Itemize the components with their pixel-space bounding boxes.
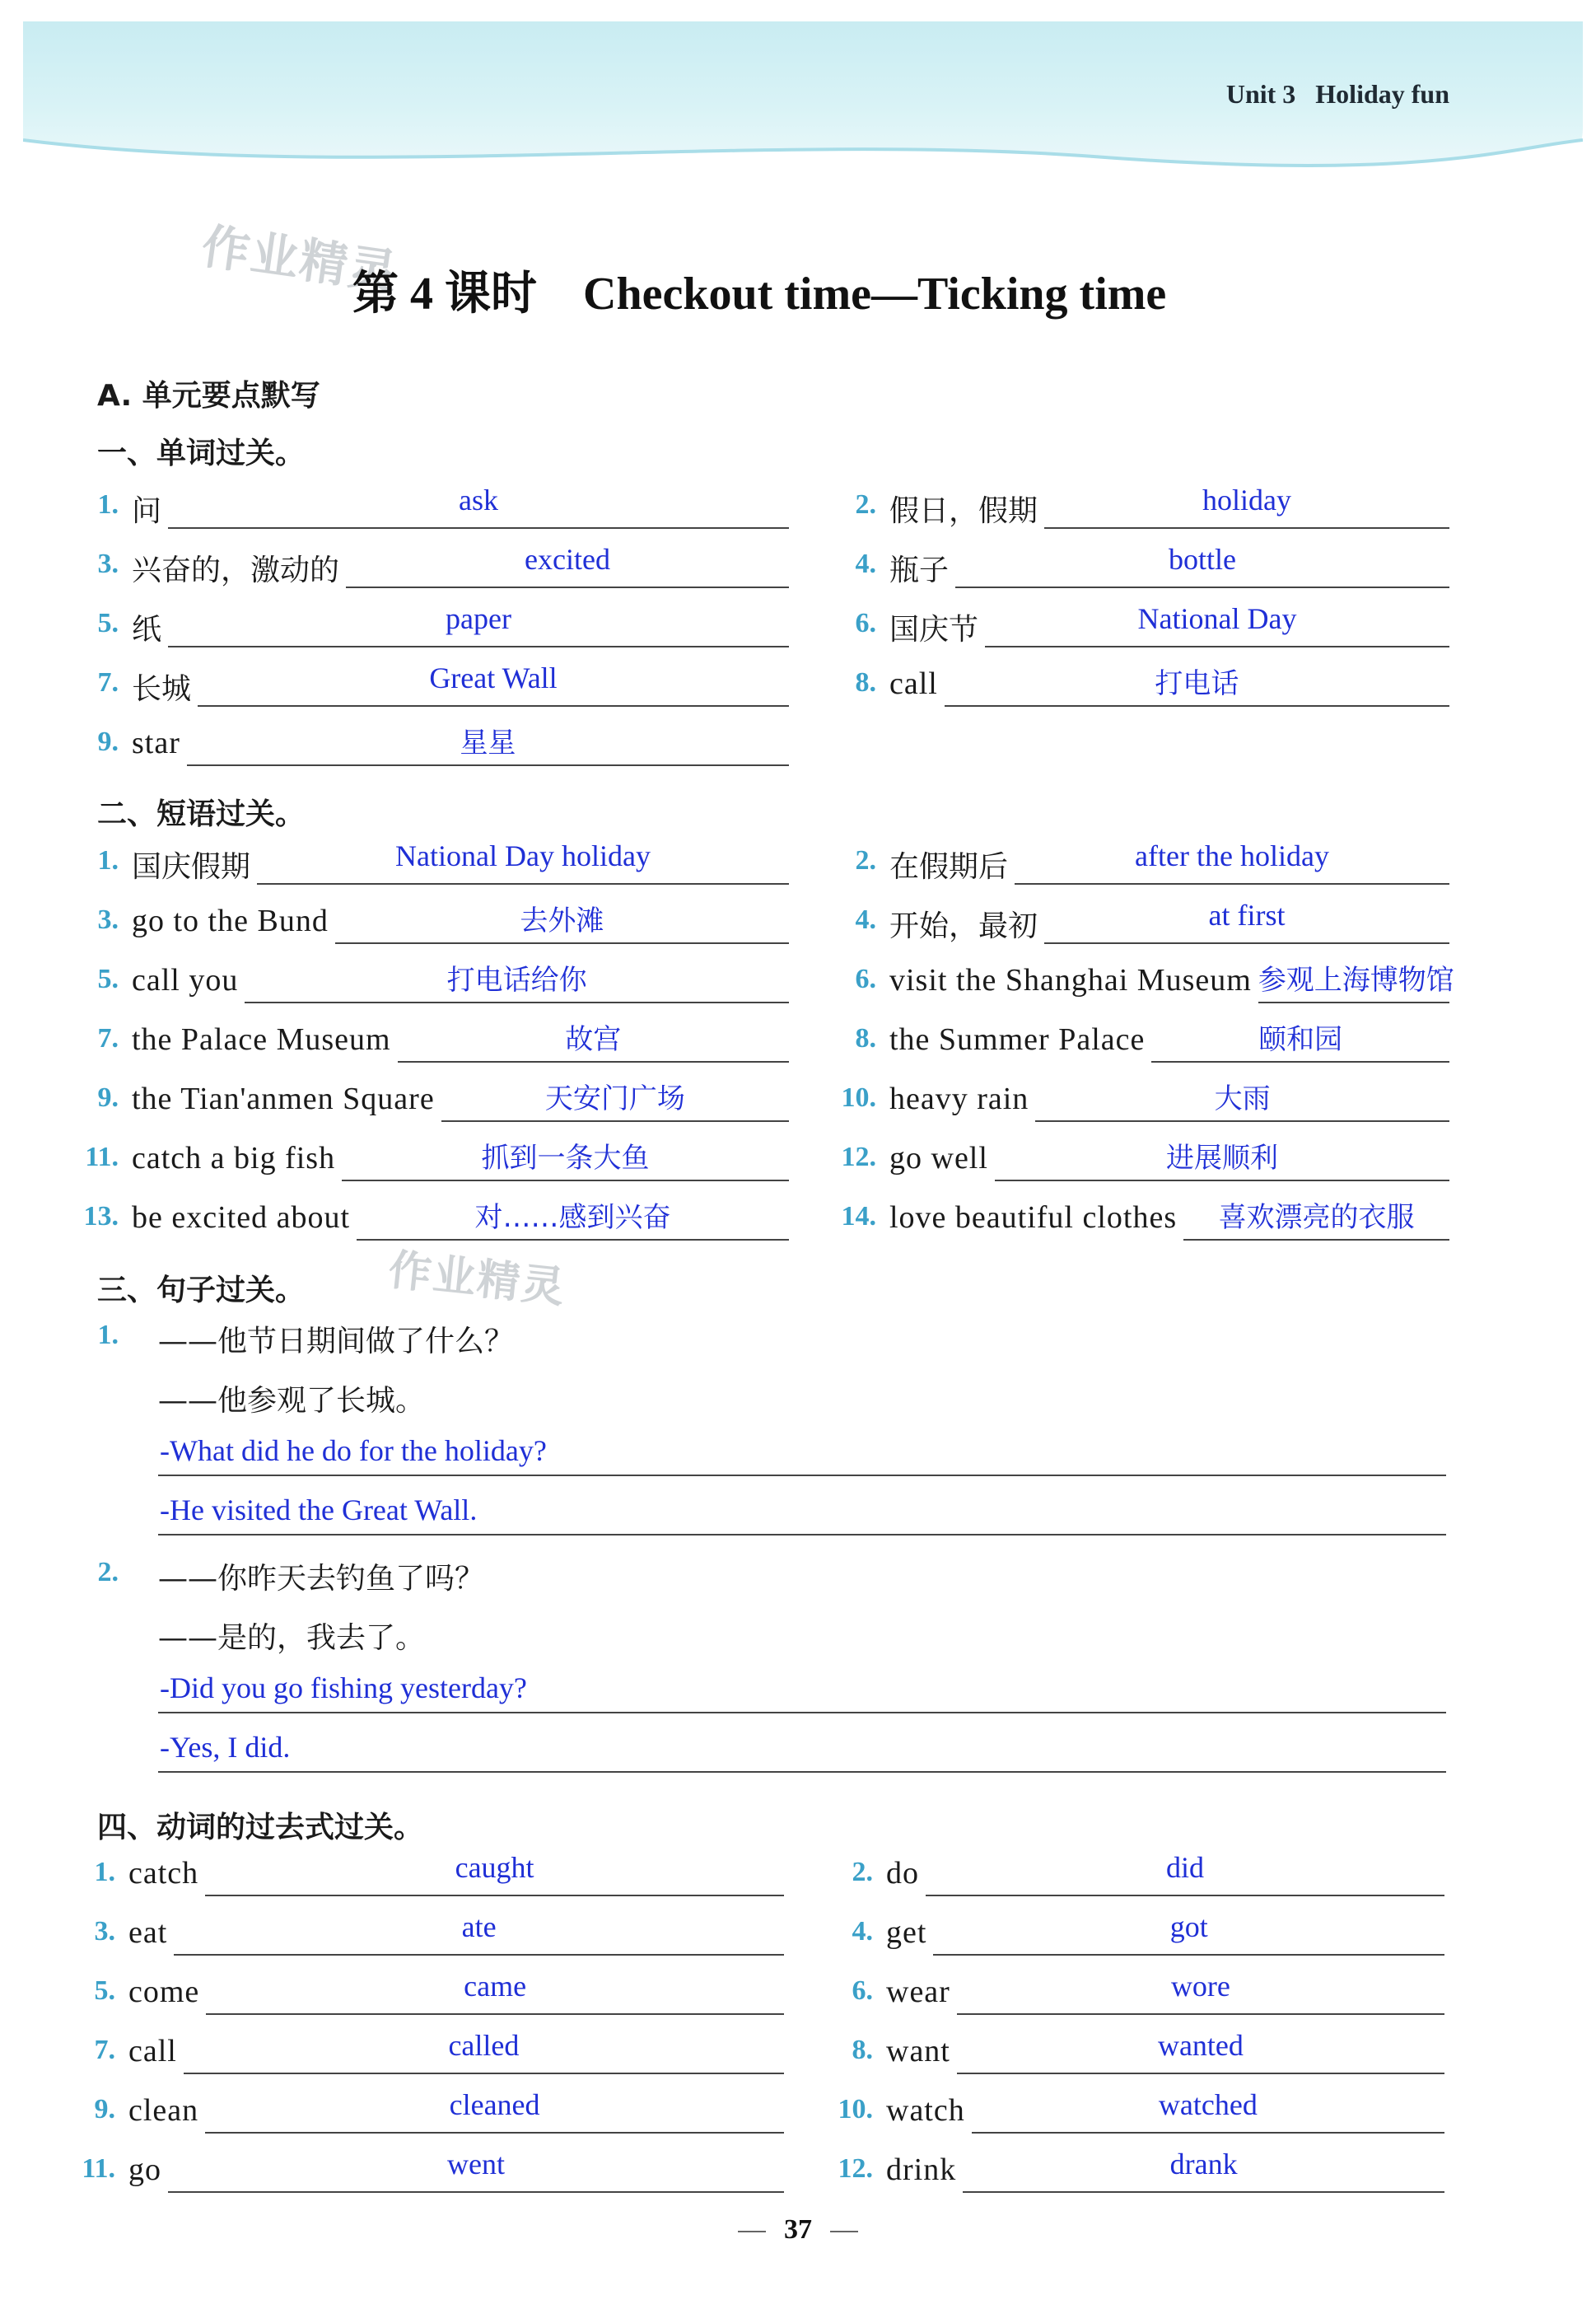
- item-prompt: 假日，假期: [889, 494, 1038, 528]
- item-number: 7.: [97, 1023, 119, 1054]
- answer-line[interactable]: [205, 2132, 784, 2134]
- item-prompt: go: [128, 2152, 161, 2187]
- answer-line[interactable]: [1183, 1239, 1449, 1241]
- part1-item: [69, 603, 810, 652]
- answer-text[interactable]: 进展顺利: [1165, 1142, 1278, 1175]
- item-number: 6.: [855, 964, 876, 994]
- answer-line[interactable]: [1015, 883, 1449, 885]
- item-prompt: the Palace Museum: [132, 1022, 391, 1057]
- answer-text[interactable]: did: [1165, 1851, 1204, 1884]
- part1-item: [69, 722, 810, 771]
- item-prompt: the Summer Palace: [889, 1022, 1146, 1057]
- dialog-question: ——你昨天去钓鱼了吗？: [158, 1562, 485, 1596]
- answer-line[interactable]: [257, 883, 789, 885]
- part4-item: [66, 2089, 807, 2138]
- answer-text[interactable]: cleaned: [449, 2088, 540, 2121]
- answer-text[interactable]: National Day: [1137, 602, 1297, 635]
- watermark: 作业精灵: [198, 217, 402, 301]
- part2-item: [827, 959, 1568, 1008]
- item-number: 11.: [85, 1142, 119, 1172]
- item-prompt: heavy rain: [889, 1082, 1029, 1116]
- item-prompt: call: [128, 2034, 177, 2068]
- item-number: 2.: [855, 489, 876, 520]
- dialog-answer: ——是的，我去了。: [158, 1621, 426, 1655]
- part1-item: [827, 484, 1568, 534]
- answer-line[interactable]: [206, 2013, 784, 2015]
- answer-text[interactable]: went: [447, 2148, 505, 2180]
- lesson-title: 第 4 课时 Checkout time—Ticking time: [352, 269, 1167, 320]
- answer-text[interactable]: 打电话: [1155, 667, 1239, 700]
- part2-item: [69, 840, 810, 890]
- answer-line[interactable]: [985, 646, 1449, 647]
- part4-item: [824, 2148, 1565, 2198]
- answer-text[interactable]: -Did you go fishing yesterday?: [160, 1671, 527, 1704]
- answer-text[interactable]: excited: [525, 543, 610, 576]
- item-prompt: 纸: [132, 613, 162, 647]
- watermark: 作业精灵: [385, 1245, 568, 1314]
- answer-text[interactable]: got: [1169, 1910, 1208, 1943]
- section-a-heading: A. 单元要点默写: [97, 379, 320, 413]
- answer-line[interactable]: [168, 646, 789, 647]
- answer-line[interactable]: [398, 1061, 789, 1063]
- answer-line[interactable]: [158, 1712, 1446, 1713]
- item-number: 5.: [97, 964, 119, 994]
- answer-text[interactable]: ask: [459, 484, 498, 516]
- answer-line[interactable]: [174, 1954, 784, 1956]
- answer-text[interactable]: at first: [1208, 899, 1286, 932]
- part2-item: [69, 1137, 810, 1186]
- item-prompt: go to the Bund: [132, 904, 329, 938]
- part4-item: [66, 2030, 807, 2079]
- part4-item: [824, 1911, 1565, 1961]
- item-prompt: do: [886, 1856, 919, 1891]
- item-number: 8.: [855, 667, 876, 698]
- answer-text[interactable]: 喜欢漂亮的衣服: [1218, 1201, 1415, 1234]
- item-number: 4.: [852, 1916, 873, 1947]
- answer-line[interactable]: [205, 1895, 784, 1896]
- answer-text[interactable]: ate: [461, 1910, 497, 1943]
- part2-heading: 二、短语过关。: [97, 797, 306, 831]
- item-number: 2.: [97, 1557, 119, 1587]
- answer-text[interactable]: paper: [446, 602, 511, 635]
- item-number: 3.: [97, 549, 119, 579]
- part2-item: [69, 1077, 810, 1127]
- answer-text[interactable]: wore: [1170, 1970, 1230, 2003]
- answer-text[interactable]: Great Wall: [429, 661, 558, 694]
- item-number: 7.: [94, 2035, 115, 2065]
- part4-item: [824, 2030, 1565, 2079]
- answer-line[interactable]: [158, 1475, 1446, 1476]
- answer-line[interactable]: [933, 1954, 1444, 1956]
- part4-item: [824, 1852, 1565, 1901]
- item-number: 6.: [855, 608, 876, 638]
- item-number: 1.: [97, 1320, 119, 1350]
- answer-line[interactable]: [972, 2132, 1444, 2134]
- item-prompt: go well: [889, 1141, 988, 1176]
- item-prompt: catch: [128, 1856, 199, 1891]
- answer-text[interactable]: -What did he do for the holiday?: [160, 1434, 547, 1467]
- answer-line[interactable]: [158, 1771, 1446, 1773]
- answer-text[interactable]: 参观上海博物馆: [1258, 964, 1454, 997]
- part4-item: [66, 2148, 807, 2198]
- part4-item: [66, 1911, 807, 1961]
- answer-text[interactable]: caught: [455, 1851, 534, 1884]
- part1-heading: 一、单词过关。: [97, 437, 306, 470]
- item-number: 6.: [852, 1975, 873, 2006]
- item-prompt: 在假期后: [889, 850, 1009, 884]
- answer-line[interactable]: [955, 587, 1449, 588]
- item-number: 5.: [97, 608, 119, 638]
- part1-item: [69, 544, 810, 593]
- part3-heading: 三、句子过关。: [97, 1274, 306, 1307]
- part2-item: [69, 1018, 810, 1068]
- part2-item: [827, 1077, 1568, 1127]
- item-number: 4.: [855, 549, 876, 579]
- item-prompt: 兴奋的，激动的: [132, 554, 340, 587]
- answer-text[interactable]: 去外滩: [520, 904, 604, 937]
- answer-text[interactable]: bottle: [1169, 543, 1236, 576]
- item-prompt: 国庆节: [889, 613, 979, 647]
- answer-text[interactable]: 抓到一条大鱼: [481, 1142, 650, 1175]
- answer-line[interactable]: [187, 764, 789, 766]
- answer-line[interactable]: [957, 2073, 1444, 2074]
- item-number: 4.: [855, 904, 876, 935]
- item-prompt: 瓶子: [889, 554, 950, 587]
- answer-text[interactable]: 对……感到兴奋: [474, 1201, 671, 1234]
- answer-text[interactable]: holiday: [1202, 484, 1291, 516]
- item-prompt: call: [889, 666, 938, 701]
- item-number: 9.: [97, 1082, 119, 1113]
- item-number: 11.: [82, 2153, 115, 2184]
- answer-text[interactable]: -Yes, I did.: [160, 1731, 291, 1764]
- part2-item: [827, 1018, 1568, 1068]
- answer-text[interactable]: 打电话给你: [446, 964, 587, 997]
- item-number: 8.: [855, 1023, 876, 1054]
- part1-item: [69, 484, 810, 534]
- page-number: 37: [0, 2214, 1596, 2246]
- part2-item: [69, 959, 810, 1008]
- item-prompt: wear: [886, 1975, 950, 2009]
- item-number: 5.: [94, 1975, 115, 2006]
- answer-line[interactable]: [1258, 1002, 1449, 1003]
- item-number: 3.: [94, 1916, 115, 1947]
- item-number: 9.: [97, 727, 119, 757]
- answer-text[interactable]: 颐和园: [1258, 1023, 1343, 1056]
- answer-line[interactable]: [357, 1239, 789, 1241]
- part2-item: [827, 900, 1568, 949]
- part2-item: [69, 1196, 810, 1246]
- part2-item: [827, 1137, 1568, 1186]
- answer-line[interactable]: [1151, 1061, 1449, 1063]
- answer-line[interactable]: [168, 527, 789, 529]
- item-prompt: come: [128, 1975, 200, 2009]
- item-number: 1.: [97, 845, 119, 876]
- answer-text[interactable]: 天安门广场: [544, 1082, 685, 1115]
- item-number: 1.: [94, 1857, 115, 1887]
- item-prompt: want: [886, 2034, 950, 2068]
- item-number: 9.: [94, 2094, 115, 2124]
- answer-line[interactable]: [198, 705, 789, 707]
- answer-line[interactable]: [1044, 942, 1449, 944]
- answer-line[interactable]: [926, 1895, 1444, 1896]
- item-prompt: call you: [132, 963, 239, 998]
- answer-line[interactable]: [158, 1534, 1446, 1535]
- answer-text[interactable]: came: [464, 1970, 527, 2003]
- answer-line[interactable]: [1035, 1120, 1449, 1122]
- answer-line[interactable]: [995, 1180, 1449, 1181]
- dialog-question: ——他节日期间做了什么？: [158, 1325, 515, 1358]
- part1-item: [827, 544, 1568, 593]
- item-prompt: love beautiful clothes: [889, 1200, 1178, 1235]
- item-number: 7.: [97, 667, 119, 698]
- item-prompt: 长城: [132, 672, 192, 706]
- item-prompt: catch a big fish: [132, 1141, 336, 1176]
- part2-item: [827, 840, 1568, 890]
- part1-item: [827, 662, 1568, 712]
- part1-item: [827, 603, 1568, 652]
- answer-line[interactable]: [168, 2191, 784, 2193]
- answer-text[interactable]: after the holiday: [1135, 839, 1329, 872]
- part1-item: [69, 662, 810, 712]
- item-prompt: 国庆假期: [132, 850, 251, 884]
- answer-line[interactable]: [963, 2191, 1444, 2193]
- item-prompt: watch: [886, 2093, 965, 2128]
- item-number: 3.: [97, 904, 119, 935]
- answer-line[interactable]: [346, 587, 789, 588]
- answer-text[interactable]: watched: [1158, 2088, 1258, 2121]
- answer-text[interactable]: drank: [1169, 2148, 1238, 2180]
- item-number: 2.: [852, 1857, 873, 1887]
- header-wave-decoration: [23, 124, 1583, 189]
- item-prompt: be excited about: [132, 1200, 351, 1235]
- answer-line[interactable]: [335, 942, 789, 944]
- item-prompt: drink: [886, 2152, 957, 2187]
- answer-line[interactable]: [441, 1120, 789, 1122]
- dialog-answer: ——他参观了长城。: [158, 1384, 426, 1418]
- answer-text[interactable]: 星星: [460, 727, 516, 760]
- part4-item: [824, 2089, 1565, 2138]
- item-number: 1.: [97, 489, 119, 520]
- item-prompt: 开始，最初: [889, 909, 1038, 943]
- answer-text[interactable]: -He visited the Great Wall.: [160, 1493, 478, 1526]
- item-number: 2.: [855, 845, 876, 876]
- part4-item: [824, 1970, 1565, 2020]
- answer-line[interactable]: [1044, 527, 1449, 529]
- part2-item: [827, 1196, 1568, 1246]
- item-prompt: the Tian'anmen Square: [132, 1082, 435, 1116]
- answer-text[interactable]: called: [448, 2029, 520, 2062]
- part4-item: [66, 1852, 807, 1901]
- item-prompt: eat: [128, 1915, 168, 1950]
- item-prompt: visit the Shanghai Museum: [889, 963, 1252, 998]
- answer-text[interactable]: wanted: [1157, 2029, 1244, 2062]
- item-number: 12.: [838, 2153, 873, 2184]
- item-number: 12.: [841, 1142, 876, 1172]
- item-prompt: star: [132, 726, 180, 760]
- part4-heading: 四、动词的过去式过关。: [97, 1811, 424, 1844]
- item-prompt: get: [886, 1915, 927, 1950]
- part4-item: [66, 1970, 807, 2020]
- item-number: 10.: [838, 2094, 873, 2124]
- unit-title: Unit 3 Holiday fun: [1225, 79, 1449, 109]
- answer-line[interactable]: [957, 2013, 1444, 2015]
- item-prompt: clean: [128, 2093, 199, 2128]
- item-number: 10.: [841, 1082, 876, 1113]
- item-number: 14.: [841, 1201, 876, 1232]
- item-number: 13.: [83, 1201, 119, 1232]
- answer-text[interactable]: 故宫: [565, 1023, 622, 1056]
- answer-line[interactable]: [945, 705, 1449, 707]
- answer-line[interactable]: [245, 1002, 789, 1003]
- answer-text[interactable]: 大雨: [1214, 1082, 1271, 1115]
- answer-line[interactable]: [184, 2073, 784, 2074]
- answer-line[interactable]: [342, 1180, 789, 1181]
- part2-item: [69, 900, 810, 949]
- item-prompt: 问: [132, 494, 162, 528]
- item-number: 8.: [852, 2035, 873, 2065]
- answer-text[interactable]: National Day holiday: [395, 839, 651, 872]
